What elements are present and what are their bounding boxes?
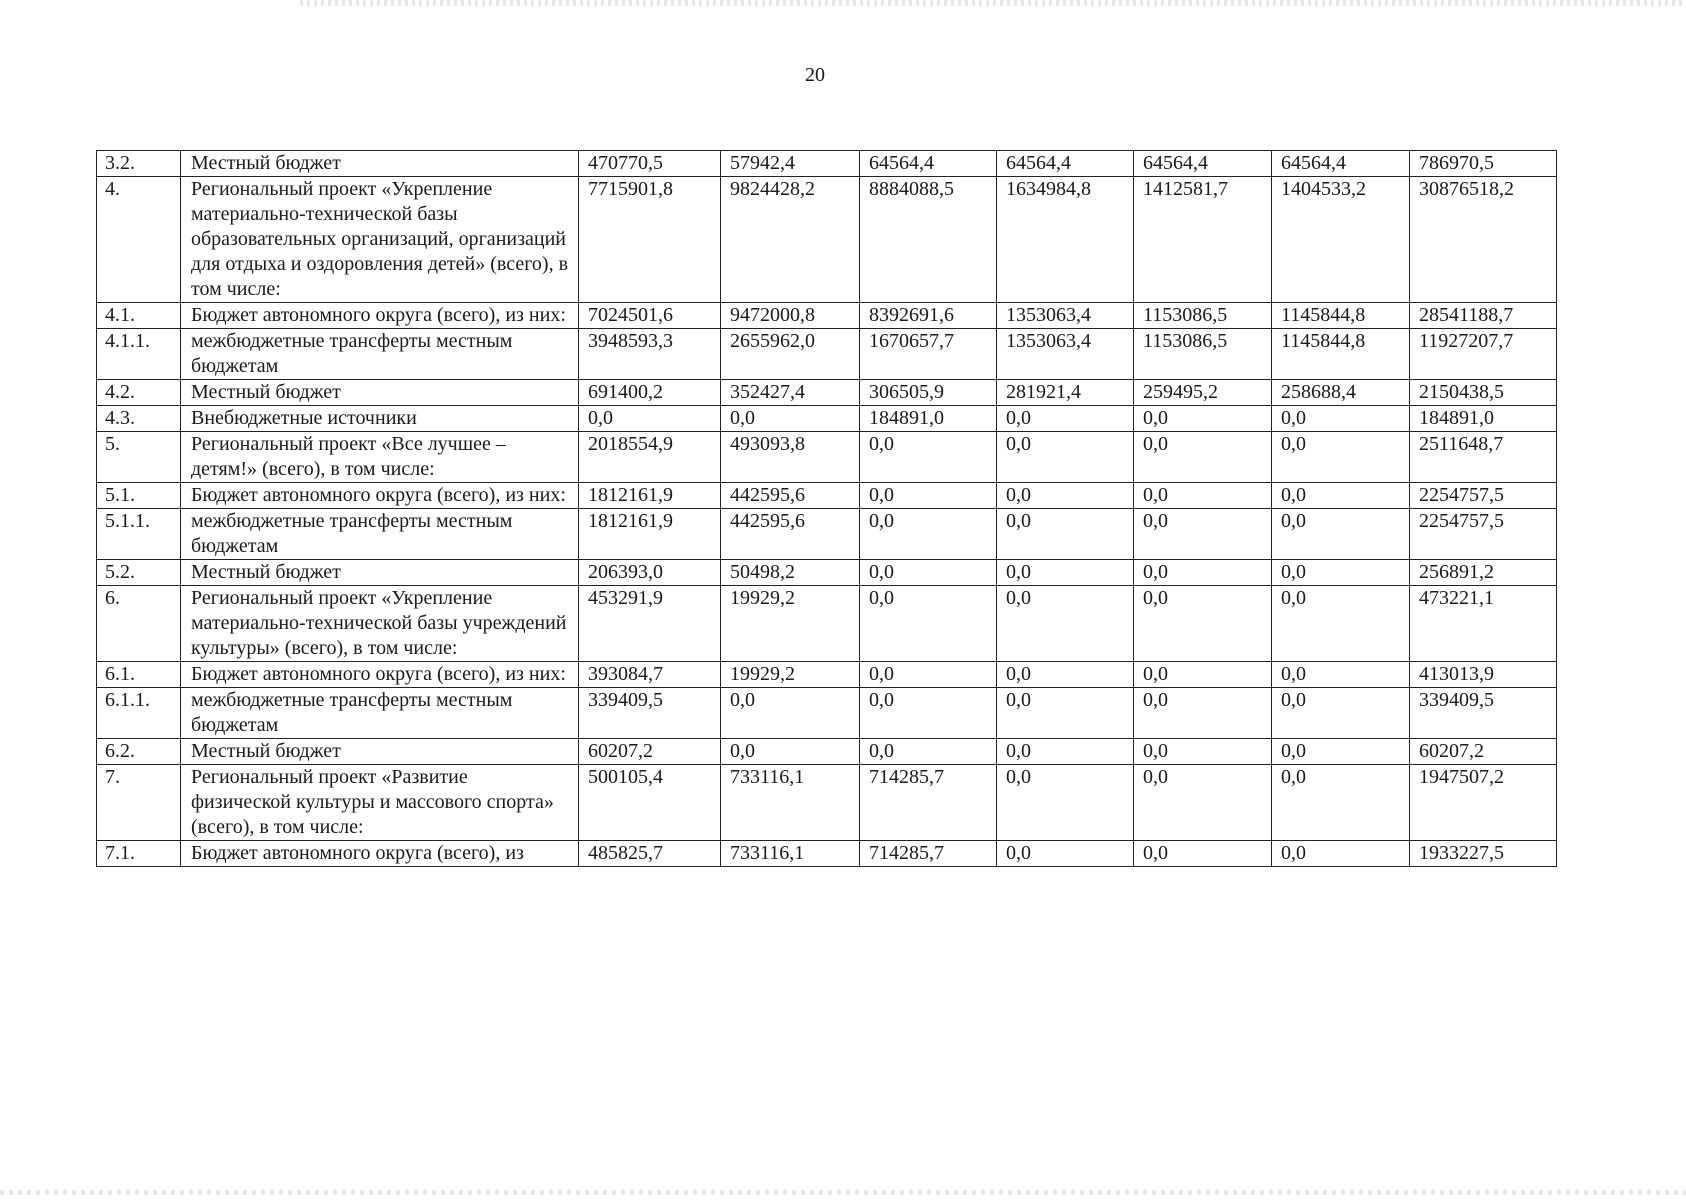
table-row	[97, 586, 1557, 662]
value-col-2: 0,0	[721, 739, 860, 765]
table-row	[97, 560, 1557, 586]
value-col-2: 0,0	[721, 406, 860, 432]
row-label: межбюджетные трансферты местным бюджетам	[181, 509, 579, 560]
value-total: 2254757,5	[1410, 509, 1557, 560]
value-col-3: 714285,7	[860, 765, 997, 841]
value-col-4: 0,0	[997, 406, 1134, 432]
value-total: 256891,2	[1410, 560, 1557, 586]
value-col-5: 1153086,5	[1134, 303, 1272, 329]
value-col-6: 0,0	[1272, 841, 1410, 867]
row-label: межбюджетные трансферты местным бюджетам	[181, 688, 579, 739]
value-total: 60207,2	[1410, 739, 1557, 765]
value-total: 473221,1	[1410, 586, 1557, 662]
value-total: 28541188,7	[1410, 303, 1557, 329]
value-col-5: 0,0	[1134, 739, 1272, 765]
value-col-1: 453291,9	[579, 586, 721, 662]
value-col-5: 0,0	[1134, 662, 1272, 688]
value-col-4: 0,0	[997, 586, 1134, 662]
value-col-1: 7715901,8	[579, 177, 721, 303]
value-col-3: 0,0	[860, 586, 997, 662]
value-col-3: 8884088,5	[860, 177, 997, 303]
value-col-1: 1812161,9	[579, 483, 721, 509]
row-label: Местный бюджет	[181, 560, 579, 586]
value-col-5: 1412581,7	[1134, 177, 1272, 303]
row-number: 6.	[97, 586, 181, 662]
value-col-1: 206393,0	[579, 560, 721, 586]
row-number: 6.1.1.	[97, 688, 181, 739]
value-col-4: 0,0	[997, 483, 1134, 509]
row-label: Региональный проект «Укрепление материально-технической базы учреждений культуры» (всего), в том числе:	[181, 586, 579, 662]
value-col-6: 1145844,8	[1272, 303, 1410, 329]
value-col-2: 2655962,0	[721, 329, 860, 380]
value-col-4: 0,0	[997, 688, 1134, 739]
value-col-5: 0,0	[1134, 483, 1272, 509]
value-col-2: 0,0	[721, 688, 860, 739]
value-col-4: 0,0	[997, 739, 1134, 765]
value-col-4: 0,0	[997, 841, 1134, 867]
table-row	[97, 380, 1557, 406]
table-row	[97, 177, 1557, 303]
value-total: 786970,5	[1410, 151, 1557, 177]
row-label: Бюджет автономного округа (всего), из них:	[181, 483, 579, 509]
table-row	[97, 151, 1557, 177]
value-col-5: 64564,4	[1134, 151, 1272, 177]
table-row	[97, 483, 1557, 509]
value-col-3: 0,0	[860, 560, 997, 586]
value-col-1: 0,0	[579, 406, 721, 432]
value-col-1: 485825,7	[579, 841, 721, 867]
value-col-3: 8392691,6	[860, 303, 997, 329]
value-col-1: 3948593,3	[579, 329, 721, 380]
page-number: 20	[805, 64, 825, 86]
value-col-5: 0,0	[1134, 406, 1272, 432]
value-col-5: 0,0	[1134, 765, 1272, 841]
row-label: Бюджет автономного округа (всего), из них:	[181, 662, 579, 688]
value-col-6: 0,0	[1272, 406, 1410, 432]
value-col-6: 258688,4	[1272, 380, 1410, 406]
value-total: 1947507,2	[1410, 765, 1557, 841]
value-col-6: 0,0	[1272, 765, 1410, 841]
row-number: 5.1.1.	[97, 509, 181, 560]
value-col-6: 0,0	[1272, 688, 1410, 739]
value-col-3: 0,0	[860, 509, 997, 560]
table-row	[97, 509, 1557, 560]
value-col-2: 19929,2	[721, 586, 860, 662]
value-col-5: 0,0	[1134, 841, 1272, 867]
value-total: 184891,0	[1410, 406, 1557, 432]
table-row	[97, 765, 1557, 841]
table-row	[97, 432, 1557, 483]
scan-edge-bottom	[0, 1190, 1686, 1195]
value-col-5: 0,0	[1134, 432, 1272, 483]
value-col-4: 64564,4	[997, 151, 1134, 177]
value-col-6: 0,0	[1272, 662, 1410, 688]
row-number: 4.2.	[97, 380, 181, 406]
row-number: 5.2.	[97, 560, 181, 586]
row-label: Местный бюджет	[181, 380, 579, 406]
value-col-6: 1404533,2	[1272, 177, 1410, 303]
value-col-2: 9824428,2	[721, 177, 860, 303]
value-col-4: 0,0	[997, 662, 1134, 688]
budget-table	[96, 150, 1557, 867]
value-col-4: 0,0	[997, 765, 1134, 841]
value-col-2: 9472000,8	[721, 303, 860, 329]
value-col-3: 714285,7	[860, 841, 997, 867]
value-col-4: 1634984,8	[997, 177, 1134, 303]
value-col-1: 2018554,9	[579, 432, 721, 483]
value-col-5: 0,0	[1134, 560, 1272, 586]
value-col-1: 7024501,6	[579, 303, 721, 329]
value-col-5: 1153086,5	[1134, 329, 1272, 380]
value-col-1: 691400,2	[579, 380, 721, 406]
table-row	[97, 688, 1557, 739]
row-label: Региональный проект «Развитие физической культуры и массового спорта» (всего), в том числе:	[181, 765, 579, 841]
value-col-6: 0,0	[1272, 560, 1410, 586]
value-col-3: 0,0	[860, 662, 997, 688]
table-row	[97, 662, 1557, 688]
value-total: 1933227,5	[1410, 841, 1557, 867]
scan-edge-top	[300, 0, 1686, 6]
value-col-6: 0,0	[1272, 739, 1410, 765]
value-col-5: 0,0	[1134, 586, 1272, 662]
row-label: Местный бюджет	[181, 739, 579, 765]
value-col-6: 1145844,8	[1272, 329, 1410, 380]
value-col-3: 0,0	[860, 483, 997, 509]
row-number: 4.3.	[97, 406, 181, 432]
value-col-1: 60207,2	[579, 739, 721, 765]
value-col-6: 0,0	[1272, 432, 1410, 483]
value-total: 339409,5	[1410, 688, 1557, 739]
value-col-2: 50498,2	[721, 560, 860, 586]
value-col-5: 0,0	[1134, 509, 1272, 560]
row-number: 6.1.	[97, 662, 181, 688]
value-col-2: 57942,4	[721, 151, 860, 177]
value-total: 413013,9	[1410, 662, 1557, 688]
row-number: 6.2.	[97, 739, 181, 765]
value-col-1: 339409,5	[579, 688, 721, 739]
row-number: 4.1.1.	[97, 329, 181, 380]
value-total: 11927207,7	[1410, 329, 1557, 380]
value-col-3: 0,0	[860, 739, 997, 765]
row-number: 4.	[97, 177, 181, 303]
value-col-3: 1670657,7	[860, 329, 997, 380]
row-label: Внебюджетные источники	[181, 406, 579, 432]
value-col-2: 493093,8	[721, 432, 860, 483]
value-col-1: 470770,5	[579, 151, 721, 177]
value-col-2: 19929,2	[721, 662, 860, 688]
row-label: Региональный проект «Все лучшее – детям!» (всего), в том числе:	[181, 432, 579, 483]
value-col-4: 1353063,4	[997, 303, 1134, 329]
value-col-2: 352427,4	[721, 380, 860, 406]
value-col-4: 1353063,4	[997, 329, 1134, 380]
value-col-1: 500105,4	[579, 765, 721, 841]
value-col-3: 0,0	[860, 432, 997, 483]
value-col-2: 733116,1	[721, 765, 860, 841]
value-col-4: 0,0	[997, 560, 1134, 586]
row-label: Бюджет автономного округа (всего), из	[181, 841, 579, 867]
value-col-3: 0,0	[860, 688, 997, 739]
value-col-1: 393084,7	[579, 662, 721, 688]
row-number: 3.2.	[97, 151, 181, 177]
value-total: 30876518,2	[1410, 177, 1557, 303]
table-row	[97, 406, 1557, 432]
value-col-3: 184891,0	[860, 406, 997, 432]
value-col-2: 442595,6	[721, 483, 860, 509]
value-col-4: 0,0	[997, 432, 1134, 483]
row-number: 4.1.	[97, 303, 181, 329]
row-label: Местный бюджет	[181, 151, 579, 177]
row-label: межбюджетные трансферты местным бюджетам	[181, 329, 579, 380]
value-col-6: 64564,4	[1272, 151, 1410, 177]
table-row	[97, 841, 1557, 867]
value-total: 2150438,5	[1410, 380, 1557, 406]
value-col-1: 1812161,9	[579, 509, 721, 560]
value-col-6: 0,0	[1272, 586, 1410, 662]
value-col-6: 0,0	[1272, 483, 1410, 509]
value-col-5: 259495,2	[1134, 380, 1272, 406]
value-col-4: 281921,4	[997, 380, 1134, 406]
value-total: 2511648,7	[1410, 432, 1557, 483]
table-row	[97, 303, 1557, 329]
value-total: 2254757,5	[1410, 483, 1557, 509]
row-number: 7.	[97, 765, 181, 841]
row-number: 5.1.	[97, 483, 181, 509]
table-body	[97, 151, 1557, 867]
value-col-3: 306505,9	[860, 380, 997, 406]
value-col-2: 733116,1	[721, 841, 860, 867]
row-label: Бюджет автономного округа (всего), из них:	[181, 303, 579, 329]
value-col-4: 0,0	[997, 509, 1134, 560]
value-col-2: 442595,6	[721, 509, 860, 560]
row-label: Региональный проект «Укрепление материально-технической базы образовательных организаций, организаций для отдыха и оздоровления детей» (всего), в том числе:	[181, 177, 579, 303]
value-col-6: 0,0	[1272, 509, 1410, 560]
value-col-5: 0,0	[1134, 688, 1272, 739]
row-number: 5.	[97, 432, 181, 483]
value-col-3: 64564,4	[860, 151, 997, 177]
table-row	[97, 739, 1557, 765]
row-number: 7.1.	[97, 841, 181, 867]
table-row	[97, 329, 1557, 380]
